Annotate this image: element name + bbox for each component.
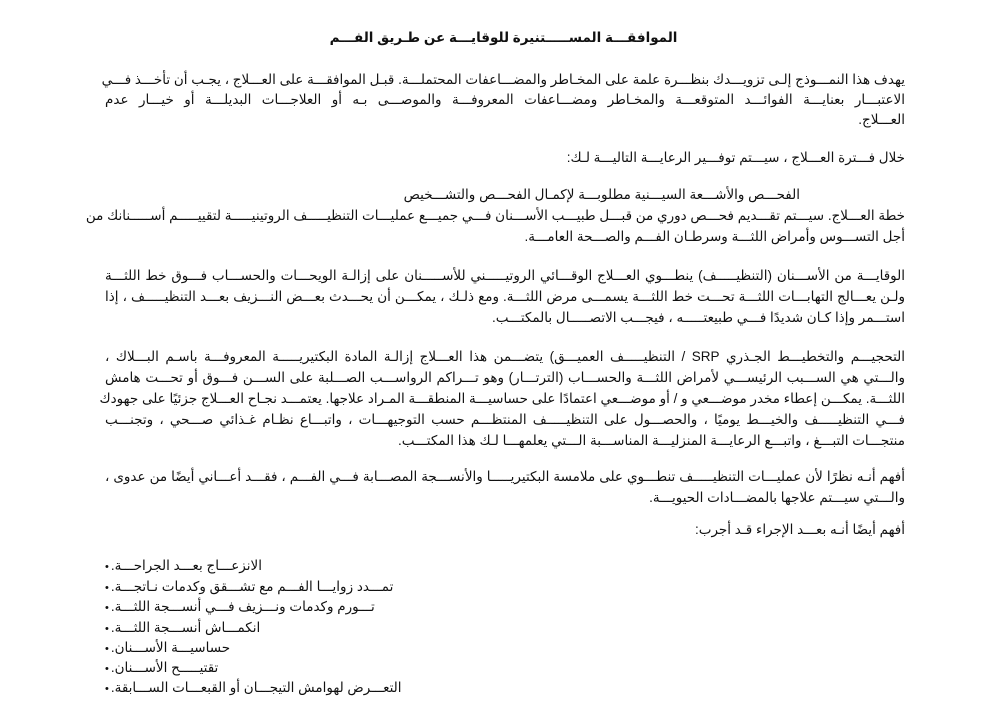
paragraph-line: التحجيـــم والتخطيـــط الجـذري SRP / التنظيـــــف العميـــق) يتضـــمن هذا العـــلاج إزالـة المادة البكتيريـــــة المعروفـــة باسـم البـــلاك ، <box>105 349 906 364</box>
bullet-icon: • <box>105 683 109 695</box>
list-item <box>105 578 393 597</box>
paragraph-line: الوقايـــة من الأســـنان (التنظيـــــف) ينطـــوي العـــلاج الوقـــائي الروتيـــــني للأســـــنان على إزالـة الويحـــات والحســـاب فـــوق خط اللثـــة <box>105 268 905 283</box>
bullet-icon: • <box>105 561 109 573</box>
bullet-icon: • <box>105 582 109 594</box>
bullet-icon: • <box>105 643 109 655</box>
list-item <box>105 557 262 576</box>
paragraph-line: خطة العـــلاج. سيـــتم تقـــديم فحـــص دوري من قبـــل طبيـــب الأســـنان فـــي جميـــع عمليـــات التنظيـــــف الروتينيـــــة لتقييـــــم أســـــنانك من <box>85 208 905 223</box>
paragraph-line: الفحـــص والأشـــعة السيـــنية مطلوبـــة لإكمـال الفحـــص والتشـــخيص <box>403 187 800 202</box>
paragraph-line: يهدف هذا النمـــوذج إلـى تزويـــدك بنظـــرة علمة على المخـاطر والمضـــاعفات المحتملـــة. قبـل الموافقـــة على العـــلاج ، يجـب أن تأخـــذ فـــي <box>101 72 905 87</box>
paragraph-line: العـــلاج. <box>858 112 905 127</box>
list-item-text: تـــورم وكدمات ونـــزيف فـــي أنســـجة اللثـــة. <box>110 599 375 614</box>
list-item <box>105 619 260 638</box>
paragraph-line: أجل التســـوس وأمراض اللثـــة وسرطـان الفـــم والصـــحة العامـــة. <box>524 229 905 244</box>
list-item-text: تقتيـــــح الأســـنان. <box>110 660 219 675</box>
list-item-text: حساسيـــة الأســـنان. <box>110 640 231 655</box>
list-item <box>105 679 402 698</box>
paragraph-line: ولـن يعـــالج التهابـــات اللثـــة تحـــت خط اللثـــة يسمـــى مرض اللثـــة. ومع ذلـك ، يمكـــن أن يحـــدث بعـــض النـــزيف بعـــد التنظيـــــف ، إذا <box>105 289 905 304</box>
list-item-text: تمـــدد زوايـــا الفـــم مع تشـــقق وكدمات نـاتجـــة. <box>110 579 394 594</box>
paragraph-line: أفهم أيضًا أنـه بعـــد الإجراء قـد أجرب: <box>694 522 905 537</box>
list-item-text: الانزعـــاج بعـــد الجراحـــة. <box>110 558 262 573</box>
bullet-icon: • <box>105 663 109 675</box>
paragraph-line: فـــي التنظيـــــف والخيـــط يوميًا ، والحصـــول على التنظيـــــف المنتظـــم حسب التوجيهـــات ، واتبـــاع نظـام غـذائي صـــحي ، وتجنـــب <box>105 412 905 427</box>
list-item-text: انكمـــاش أنســـجة اللثـــة. <box>110 620 261 635</box>
paragraph-line: خلال فـــترة العـــلاج ، سيـــتم توفـــير الرعايـــة التاليـــة لـك: <box>566 150 905 165</box>
paragraph-line: أفهم أنـه نظرًا لأن عمليـــات التنظيـــــف تنطـــوي على ملامسة البكتيريـــــا والأنســـجة المصـــابة فـــي الفـــم ، فقـــد أعـــاني أيضًا من عدوى ، <box>105 469 905 484</box>
list-item-text: التعـــرض لهوامش التيجـــان أو القبعـــات الســـابقة. <box>110 680 402 695</box>
list-item <box>105 639 230 658</box>
list-item <box>105 598 375 617</box>
paragraph-line: منتجـــات التبـــغ ، واتبـــع الرعايـــة المنزليـــة المناســـبة الـــتي يعلمهـــا لـك هذا المكتـــب. <box>397 433 905 448</box>
list-item <box>105 659 218 678</box>
paragraph-line: والـــتي سيـــتم علاجها بالمضـــادات الحيويـــة. <box>649 490 905 505</box>
paragraph-line: والـــتي هي الســـبب الرئيســـي لأمراض اللثـــة والحســـاب (الترتـــار) وهو تـــراكم الرواســـب الصـــلبة على الســـن فـــوق أو تحـــت هامش <box>105 370 905 385</box>
bullet-icon: • <box>105 602 109 614</box>
bullet-icon: • <box>105 623 109 635</box>
paragraph-line: استـــمر وإذا كـان شديدًا فـــي طبيعتـــــه ، فيجـــب الاتصـــــال بالمكتـــب. <box>491 310 905 325</box>
document-title: الموافقـــة المســـــتنيرة للوقايـــة عن طـريق الفـــم <box>329 30 678 45</box>
paragraph-line: اللثـــة. يمكـــن إعطاء مخدر موضـــعي و / أو موضـــعي اعتمادًا على حساسيـــة المنطقـــة المـراد علاجها. يعتمـــد نجـاح العـــلاج جزئيًا على جهودك <box>99 391 905 406</box>
paragraph-line: الاعتبـــار بعنايـــة الفوائـــد المتوقعـــة والمخـاطر ومضـــاعفات المعروفـــة والموصـــى بـه أو العلاجـــات البديلـــة أو خيـــار عدم <box>105 92 905 107</box>
